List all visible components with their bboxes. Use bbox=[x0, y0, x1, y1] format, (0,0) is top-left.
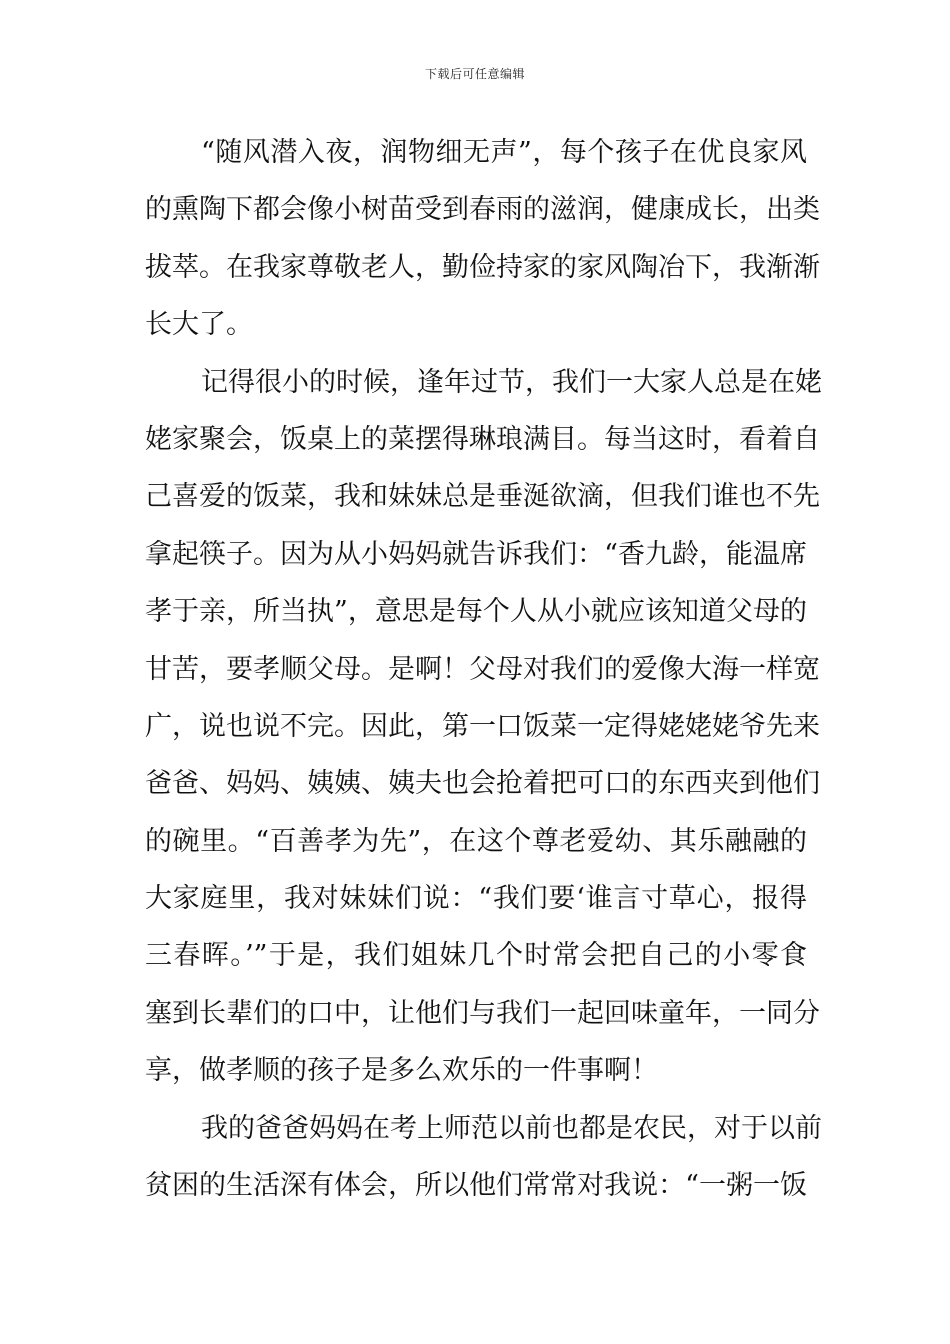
paragraph-2 bbox=[145, 354, 822, 1100]
text-line: 的碗里。“百善孝为先”，在这个尊老爱幼、其乐融融的 bbox=[145, 825, 807, 857]
text-line: 甘苦，要孝顺父母。是啊！父母对我们的爱像大海一样宽 bbox=[145, 653, 820, 685]
text-line: 大家庭里，我对妹妹们说：“我们要‘谁言寸草心，报得 bbox=[145, 883, 807, 915]
page-header: 下载后可任意编辑 bbox=[424, 67, 525, 81]
text-line: 三春晖。’”于是，我们姐妹几个时常会把自己的小零食 bbox=[145, 940, 807, 972]
text-line: 广，说也说不完。因此，第一口饭菜一定得姥姥姥爷先来 bbox=[145, 710, 820, 742]
document-body bbox=[145, 124, 822, 1214]
text-line: 的熏陶下都会像小树苗受到春雨的滋润，健康成长，出类 bbox=[145, 194, 820, 226]
paragraph-1 bbox=[145, 124, 820, 354]
text-line: 拔萃。在我家尊敬老人，勤俭持家的家风陶冶下，我渐渐 bbox=[145, 251, 820, 283]
text-line: 姥家聚会，饭桌上的菜摆得琳琅满目。每当这时，看着自 bbox=[145, 423, 820, 455]
text-line: 拿起筷子。因为从小妈妈就告诉我们：“香九龄，能温席 bbox=[145, 538, 807, 570]
text-line: 爸爸、妈妈、姨姨、姨夫也会抢着把可口的东西夹到他们 bbox=[145, 768, 820, 800]
text-line: 塞到长辈们的口中，让他们与我们一起回味童年，一同分 bbox=[145, 997, 820, 1029]
text-line: 我的爸爸妈妈在考上师范以前也都是农民，对于以前 bbox=[201, 1112, 822, 1144]
paragraph-3 bbox=[145, 1100, 822, 1215]
text-line: 孝于亲，所当执”，意思是每个人从小就应该知道父母的 bbox=[145, 596, 807, 628]
text-line: 享，做孝顺的孩子是多么欢乐的一件事啊！ bbox=[145, 1055, 658, 1087]
text-line: 记得很小的时候，逢年过节，我们一大家人总是在姥 bbox=[201, 366, 822, 398]
text-line: 己喜爱的饭菜，我和妹妹总是垂涎欲滴，但我们谁也不先 bbox=[145, 481, 820, 513]
text-line: “随风潜入夜，润物细无声”，每个孩子在优良家风 bbox=[201, 137, 807, 168]
text-line: 贫困的生活深有体会，所以他们常常对我说：“一粥一饭 bbox=[145, 1170, 807, 1202]
text-line: 长大了。 bbox=[145, 309, 253, 341]
